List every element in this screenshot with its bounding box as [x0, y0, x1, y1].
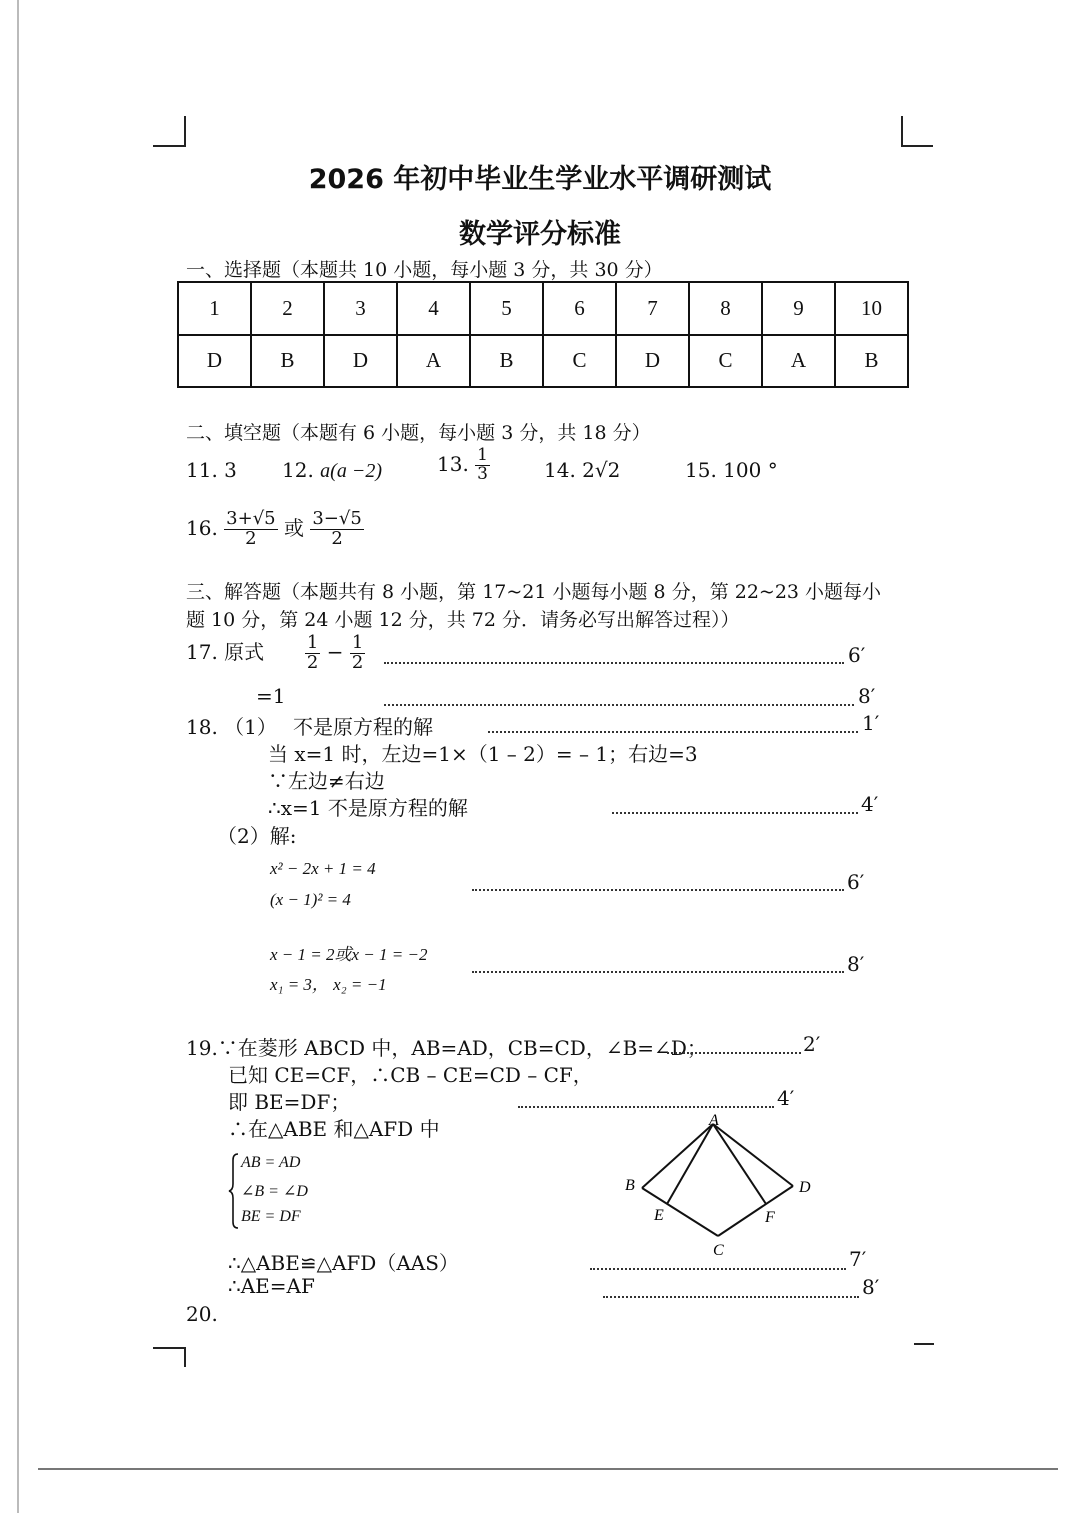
fraction-denominator: 3 — [477, 463, 488, 484]
table-cell: 10 — [835, 282, 908, 335]
q19-system — [228, 1152, 348, 1230]
dotted-leader — [384, 662, 844, 664]
table-cell: C — [543, 335, 616, 388]
answer-16 — [186, 510, 364, 549]
q18-part1-text: 不是原方程的解 — [293, 715, 433, 739]
label-A: A — [709, 1112, 719, 1129]
q18-eq-2: (x − 1)² = 4 — [270, 890, 351, 909]
q19-line-6: ∴AE=AF — [228, 1274, 315, 1298]
answer-15: 15. 100 ° — [685, 458, 778, 482]
table-cell: 1 — [178, 282, 251, 335]
fraction-denominator: 2 — [245, 527, 257, 549]
table-cell: D — [616, 335, 689, 388]
section3-heading-line2: 题 10 分，第 24 小题 12 分，共 72 分．请务必写出解答过程）） — [186, 609, 740, 631]
q17-label: 17. 原式 — [186, 639, 265, 664]
answer-table-answer-row — [178, 335, 908, 388]
table-cell: B — [251, 335, 324, 388]
q19-mark-8: 8′ — [862, 1275, 880, 1299]
fraction-numerator: 3−√5 — [312, 508, 362, 529]
q19-system-eq-2: ∠B = ∠D — [241, 1183, 308, 1200]
answer-12-value: a(a −2) — [320, 460, 382, 482]
q18-line-2: 当 x=1 时，左边=1×（1 – 2）= – 1；右边=3 — [268, 742, 698, 766]
answer-11: 11. 3 — [186, 458, 237, 482]
corner-mark-top-right — [901, 116, 933, 147]
fraction-numerator: 1 — [477, 445, 488, 465]
q19-system-eq-3: BE = DF — [241, 1208, 301, 1225]
section3-heading-line1: 三、解答题（本题共有 8 小题，第 17~21 小题每小题 8 分，第 22~23 小题每小 — [186, 581, 882, 603]
q19-mark-7: 7′ — [849, 1247, 867, 1271]
q17-minus: − — [326, 639, 344, 664]
table-cell: 7 — [616, 282, 689, 335]
table-cell: 4 — [397, 282, 470, 335]
q18-eq-4: x₁ = 3， x₂ = −1 — [270, 975, 387, 994]
q19-line-5: ∴△ABE≌△AFD（AAS） — [228, 1251, 459, 1275]
fraction-denominator: 2 — [306, 651, 319, 673]
q19-system-eq-1: AB = AD — [241, 1154, 301, 1171]
q19-line-2: 已知 CE=CF，∴CB – CE=CD – CF， — [228, 1063, 593, 1087]
section2-heading: 二、填空题（本题有 6 小题，每小题 3 分，共 18 分） — [186, 422, 651, 444]
dotted-leader — [603, 1296, 859, 1298]
dotted-leader — [488, 731, 858, 733]
table-cell: C — [689, 335, 762, 388]
q18-mark-6: 6′ — [847, 870, 865, 894]
label-E: E — [654, 1207, 664, 1224]
q19-line-1: 19.∵在菱形 ABCD 中，AB=AD，CB=CD，∠B=∠D； — [186, 1036, 707, 1060]
q17-expression — [186, 634, 365, 673]
table-cell: A — [397, 335, 470, 388]
q19-line-4: ∴在△ABE 和△AFD 中 — [228, 1117, 440, 1141]
dotted-leader — [667, 1052, 801, 1054]
q18-line-3: ∵左边≠右边 — [268, 769, 385, 793]
fraction-denominator: 2 — [331, 527, 343, 549]
section1-heading: 一、选择题（本题共 10 小题，每小题 3 分，共 30 分） — [186, 259, 663, 281]
answer-14-label: 14. — [544, 458, 576, 482]
q18-part1-label: 18. （1） — [186, 715, 277, 739]
q18-mark-4: 4′ — [861, 792, 879, 816]
q17-line-2: =1 — [256, 684, 286, 708]
q18-line-4: ∴x=1 不是原方程的解 — [268, 796, 468, 820]
answer-16-fraction-2 — [310, 510, 363, 549]
q18-part2-label: （2）解: — [217, 824, 297, 848]
q18-mark-8: 8′ — [847, 952, 865, 976]
q17-mark-1: 6′ — [848, 643, 866, 667]
table-cell: 9 — [762, 282, 835, 335]
table-cell: 5 — [470, 282, 543, 335]
answer-16-fraction-1 — [224, 510, 277, 549]
answer-14-value: 2√2 — [582, 458, 621, 482]
dotted-leader — [612, 812, 858, 814]
fraction-numerator: 3+√5 — [226, 508, 276, 529]
bottom-margin-line — [38, 1468, 1058, 1470]
dotted-leader — [590, 1268, 846, 1270]
answer-12-label: 12. — [282, 458, 314, 482]
q17-mark-2: 8′ — [858, 684, 876, 708]
page-title: 2026 年初中毕业生学业水平调研测试 — [308, 164, 772, 195]
q17-fraction-2 — [350, 634, 365, 673]
table-cell: 2 — [251, 282, 324, 335]
corner-mark-top-left — [153, 116, 186, 147]
q18-mark-1: 1′ — [862, 711, 880, 735]
q20-label: 20. — [186, 1302, 218, 1326]
table-cell: 3 — [324, 282, 397, 335]
fraction-numerator: 1 — [306, 632, 319, 653]
answer-13-fraction — [475, 447, 490, 484]
answer-16-label: 16. — [186, 515, 218, 540]
answer-table — [177, 281, 909, 388]
fraction-numerator: 1 — [351, 632, 364, 653]
page-subtitle: 数学评分标准 — [459, 219, 621, 250]
q19-mark-4: 4′ — [777, 1086, 795, 1110]
dotted-leader — [384, 704, 854, 706]
fraction-denominator: 2 — [351, 651, 364, 673]
label-F: F — [765, 1209, 775, 1226]
corner-mark-bottom-right — [914, 1343, 934, 1345]
left-brace-icon — [228, 1152, 240, 1230]
q18-eq-3: x − 1 = 2或x − 1 = −2 — [270, 945, 428, 964]
table-cell: D — [178, 335, 251, 388]
answer-14 — [544, 458, 620, 482]
answer-table-number-row — [178, 282, 908, 335]
answer-16-or: 或 — [284, 515, 304, 540]
q18-eq-1: x² − 2x + 1 = 4 — [270, 859, 376, 878]
answer-13-label: 13. — [437, 451, 469, 476]
label-D: D — [799, 1179, 811, 1196]
table-cell: 6 — [543, 282, 616, 335]
corner-mark-bottom-left — [153, 1347, 186, 1367]
q19-line-3: 即 BE=DF； — [228, 1090, 351, 1114]
answer-12 — [282, 458, 382, 483]
table-cell: A — [762, 335, 835, 388]
label-B: B — [625, 1177, 635, 1194]
q19-mark-2: 2′ — [803, 1032, 821, 1056]
rhombus-figure — [615, 1108, 825, 1258]
dotted-leader — [472, 889, 844, 891]
q17-fraction-1 — [305, 634, 320, 673]
label-C: C — [713, 1242, 724, 1258]
answer-13 — [437, 447, 490, 484]
table-cell: 8 — [689, 282, 762, 335]
table-cell: B — [470, 335, 543, 388]
table-cell: D — [324, 335, 397, 388]
table-cell: B — [835, 335, 908, 388]
dotted-leader — [472, 971, 844, 973]
